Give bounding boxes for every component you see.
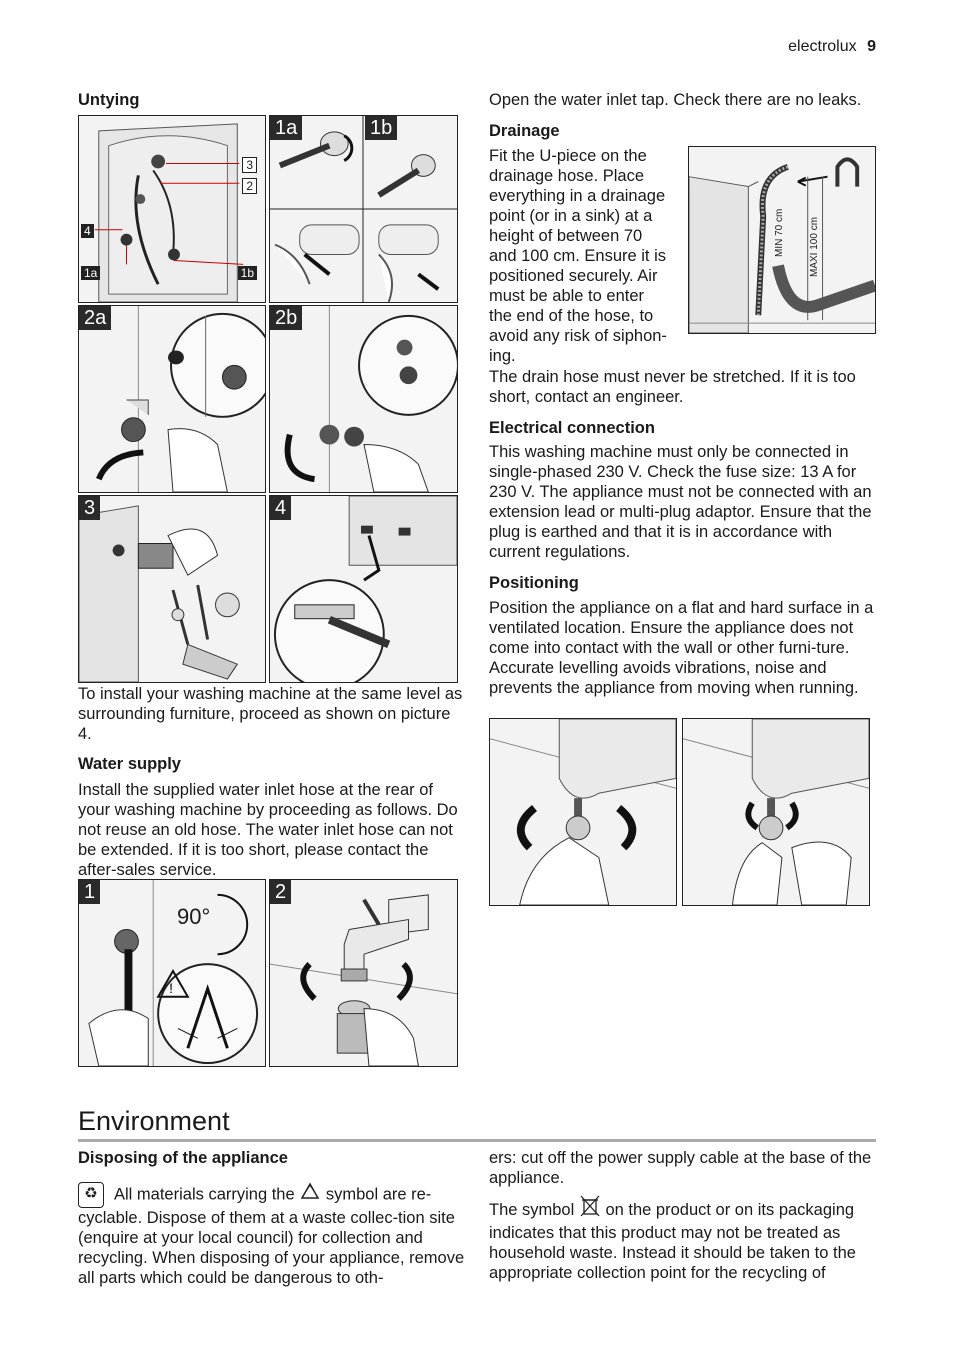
bin-symbol-text bbox=[489, 1194, 879, 1283]
label-water-1: 1 bbox=[79, 880, 100, 904]
bin-text-b: on the product or on its packaging indicates that this product may not be treated as household waste. Instead it should be taken to the appropriate collection point for the recycling of bbox=[489, 1201, 856, 1282]
crossed-bin-icon bbox=[579, 1194, 601, 1223]
untying-level-text: To install your washing machine at the same level as surrounding furniture, proceed as shown on picture 4. bbox=[78, 685, 463, 743]
drainage-heading: Drainage bbox=[489, 122, 560, 140]
drainage-line: positioned securely. Air bbox=[489, 267, 658, 285]
figure-untying-4 bbox=[269, 495, 458, 683]
disposing-text-a: All materials carrying the bbox=[114, 1185, 295, 1204]
label-3: 3 bbox=[79, 496, 100, 520]
callout-4: 4 bbox=[81, 224, 94, 238]
svg-text:!: ! bbox=[169, 979, 173, 996]
figure-untying-1a-1b bbox=[269, 115, 458, 303]
water-supply-text: Install the supplied water inlet hose at the rear of your washing machine by proceeding as follows. Do not reuse an old hose. The water inlet hose can not be extended. If it is too short, please contact the after-sales service. bbox=[78, 781, 458, 879]
drainage-line: everything in a drainage bbox=[489, 187, 666, 205]
page-number: 9 bbox=[867, 38, 876, 55]
figure-untying-back bbox=[78, 115, 266, 303]
recycle-symbol-icon bbox=[299, 1182, 321, 1207]
min-height-label: MIN 70 cm bbox=[774, 208, 785, 257]
drainage-line: avoid any risk of siphon- bbox=[489, 327, 667, 345]
positioning-heading: Positioning bbox=[489, 574, 579, 592]
disposing-text bbox=[78, 1182, 466, 1288]
figure-positioning-2 bbox=[682, 718, 870, 906]
label-water-2: 2 bbox=[270, 880, 291, 904]
water-supply-heading: Water supply bbox=[78, 755, 181, 773]
figure-water-2 bbox=[269, 879, 458, 1067]
angle-label: 90° bbox=[177, 904, 211, 929]
drainage-line: and 100 cm. Ensure it is bbox=[489, 247, 667, 265]
disposing-heading: Disposing of the appliance bbox=[78, 1149, 288, 1167]
drainage-line: ing. bbox=[489, 347, 516, 365]
figure-water-1 bbox=[78, 879, 266, 1067]
figure-untying-2a bbox=[78, 305, 266, 493]
drainage-line: height of between 70 bbox=[489, 227, 643, 245]
electrical-heading: Electrical connection bbox=[489, 419, 655, 437]
figure-untying-3 bbox=[78, 495, 266, 683]
max-height-label: MAXI 100 cm bbox=[809, 216, 820, 277]
figure-positioning-1 bbox=[489, 718, 677, 906]
drainage-line: point (or in a sink) at a bbox=[489, 207, 653, 225]
open-tap-text: Open the water inlet tap. Check there are no leaks. bbox=[489, 91, 862, 109]
disposing-right-text: ers: cut off the power supply cable at the base of the appliance. bbox=[489, 1149, 872, 1187]
label-4: 4 bbox=[270, 496, 291, 520]
recycle-icon: ♻ bbox=[78, 1182, 104, 1208]
label-2b: 2b bbox=[270, 306, 302, 330]
drainage-line: Fit the U-piece on the bbox=[489, 147, 647, 165]
callout-2: 2 bbox=[242, 178, 257, 194]
callout-3: 3 bbox=[242, 157, 257, 173]
label-1b: 1b bbox=[365, 116, 397, 140]
page-header bbox=[788, 38, 876, 56]
label-1a: 1a bbox=[270, 116, 302, 140]
positioning-text: Position the appliance on a flat and hard surface in a ventilated location. Ensure the appliance does not come into contact with the wall or other furni-ture. Accurate levelling avoids vibrations, noise and prevents the appliance from moving when running. bbox=[489, 599, 874, 697]
drainage-line: must be able to enter bbox=[489, 287, 645, 305]
drainage-text bbox=[489, 146, 689, 366]
electrical-text: This washing machine must only be connected in single-phased 230 V. Check the fuse size: 13 A for 230 V. The appliance must not be connected with an extension lead or multi-plug adaptor. Ensure that the plug is earthed and that it is in accordance with current regulations. bbox=[489, 443, 872, 561]
label-2a: 2a bbox=[79, 306, 111, 330]
disposing-text-b: symbol are re-cyclable. Dispose of them at a waste collec-tion site (enquire at your local council) for collection and recycling. When disposing of your appliance, remove all parts which could be dangerous to oth- bbox=[78, 1185, 465, 1287]
brand-name: electrolux bbox=[788, 38, 857, 55]
callout-1b: 1b bbox=[238, 266, 257, 280]
figure-untying-2b bbox=[269, 305, 458, 493]
callout-1a: 1a bbox=[81, 266, 100, 280]
section-divider bbox=[78, 1139, 876, 1142]
environment-heading: Environment bbox=[78, 1106, 230, 1136]
drainage-line: drainage hose. Place bbox=[489, 167, 645, 185]
drainage-line: the end of the hose, to bbox=[489, 307, 654, 325]
untying-heading: Untying bbox=[78, 91, 140, 109]
bin-text-a: The symbol bbox=[489, 1201, 575, 1219]
drainage-after-text: The drain hose must never be stretched. If it is too short, contact an engineer. bbox=[489, 368, 856, 406]
figure-drainage bbox=[688, 146, 876, 334]
